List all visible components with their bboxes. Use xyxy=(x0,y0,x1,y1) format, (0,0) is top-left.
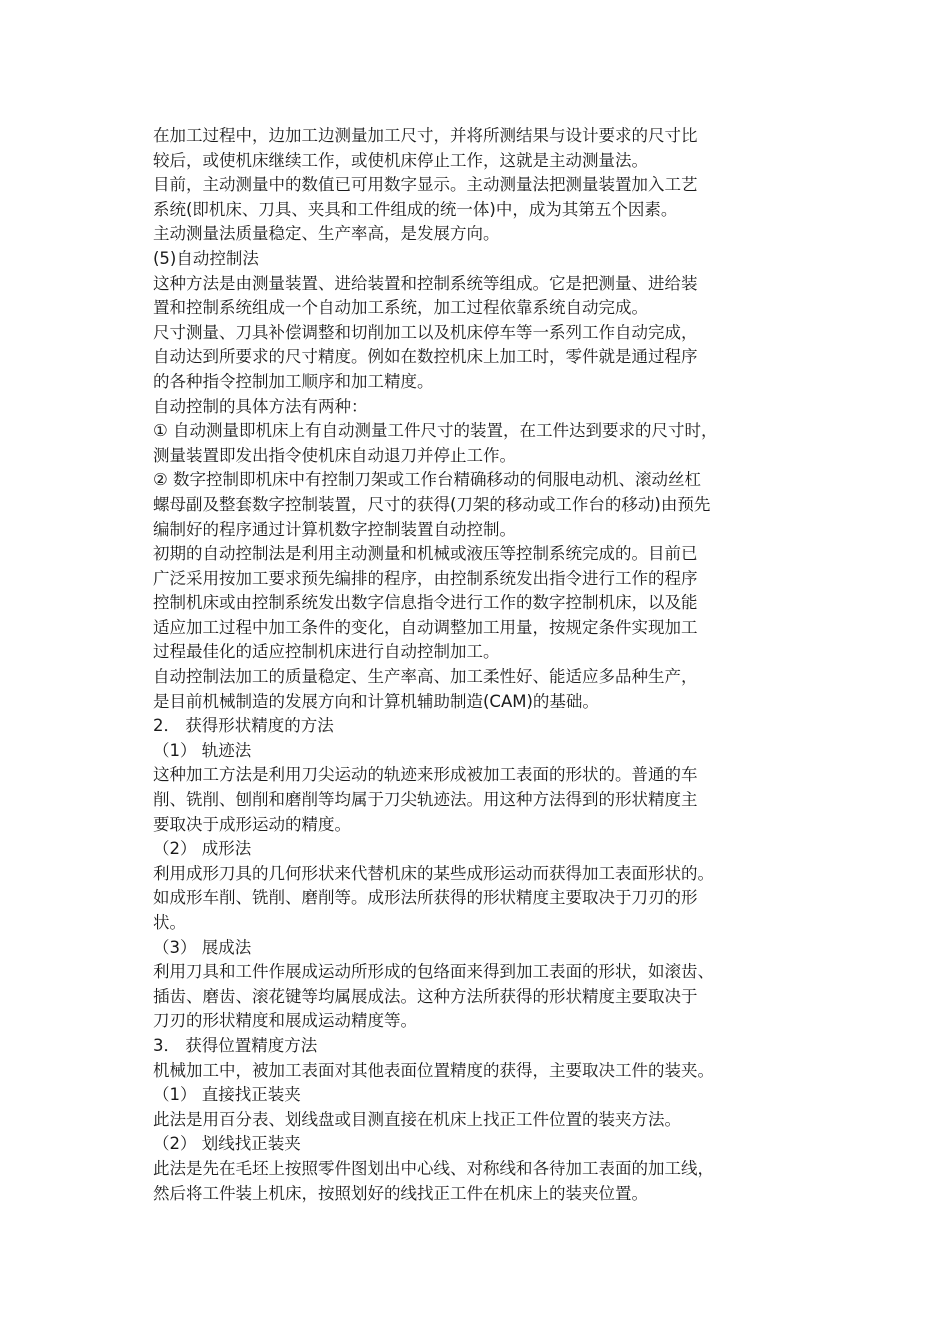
text-line: 要取决于成形运动的精度。 xyxy=(153,814,351,834)
text-line: 此法是用百分表、划线盘或目测直接在机床上找正工件位置的装夹方法。 xyxy=(153,1109,681,1129)
text-line: 初期的自动控制法是利用主动测量和机械或液压等控制系统完成的。目前已 xyxy=(153,544,698,564)
text-line: 状。 xyxy=(153,913,186,932)
text-line: 尺寸测量、刀具补偿调整和切削加工以及机床停车等一系列工作自动完成， xyxy=(153,322,698,342)
text-line: 自动控制的具体方法有两种： xyxy=(153,396,368,416)
text-line: 目前，主动测量中的数值已可用数字显示。主动测量法把测量装置加入工艺 xyxy=(153,175,698,195)
text-line: ② 数字控制即机床中有控制刀架或工作台精确移动的伺服电动机、滚动丝杠 xyxy=(153,470,702,490)
text-line: （1） 轨迹法 xyxy=(153,740,252,760)
text-line: 螺母副及整套数字控制装置，尺寸的获得(刀架的移动或工作台的移动)由预先 xyxy=(153,494,711,514)
text-line: 适应加工过程中加工条件的变化，自动调整加工用量，按规定条件实现加工 xyxy=(153,617,698,637)
text-line: 然后将工件装上机床，按照划好的线找正工件在机床上的装夹位置。 xyxy=(153,1183,648,1203)
text-line: 利用成形刀具的几何形状来代替机床的某些成形运动而获得加工表面形状的。 xyxy=(153,863,714,883)
text-line: 在加工过程中，边加工边测量加工尺寸，并将所测结果与设计要求的尺寸比 xyxy=(153,126,698,145)
text-line: 的各种指令控制加工顺序和加工精度。 xyxy=(153,371,434,391)
text-line: （3） 展成法 xyxy=(153,937,252,957)
text-line: （1） 直接找正装夹 xyxy=(153,1085,301,1105)
text-line: 主动测量法质量稳定、生产率高，是发展方向。 xyxy=(153,224,500,244)
text-line: 自动达到所要求的尺寸精度。例如在数控机床上加工时，零件就是通过程序 xyxy=(153,347,698,367)
text-line: 2． 获得形状精度的方法 xyxy=(153,716,334,736)
text-line: 3． 获得位置精度方法 xyxy=(153,1035,318,1055)
text-line: ① 自动测量即机床上有自动测量工件尺寸的装置，在工件达到要求的尺寸时， xyxy=(153,421,718,441)
text-line: 利用刀具和工件作展成运动所形成的包络面来得到加工表面的形状，如滚齿、 xyxy=(153,962,714,982)
text-line: 削、铣削、刨削和磨削等均属于刀尖轨迹法。用这种方法得到的形状精度主 xyxy=(153,790,698,810)
text-line: （2） 划线找正装夹 xyxy=(153,1134,301,1154)
text-line: 机械加工中，被加工表面对其他表面位置精度的获得，主要取决工件的装夹。 xyxy=(153,1060,714,1080)
text-line: （2） 成形法 xyxy=(153,839,252,859)
text-line: 系统(即机床、刀具、夹具和工件组成的统一体)中，成为其第五个因素。 xyxy=(153,199,678,219)
text-line: 刀刃的形状精度和展成运动精度等。 xyxy=(153,1011,417,1031)
text-line: 过程最佳化的适应控制机床进行自动控制加工。 xyxy=(153,642,500,662)
text-line: 编制好的程序通过计算机数字控制装置自动控制。 xyxy=(153,519,516,539)
text-line: 置和控制系统组成一个自动加工系统，加工过程依靠系统自动完成。 xyxy=(153,298,648,318)
text-line: (5)自动控制法 xyxy=(153,248,259,268)
text-line: 这种加工方法是利用刀尖运动的轨迹来形成被加工表面的形状的。普通的车 xyxy=(153,765,698,785)
text-line: 测量装置即发出指令使机床自动退刀并停止工作。 xyxy=(153,445,516,465)
text-line: 控制机床或由控制系统发出数字信息指令进行工作的数字控制机床，以及能 xyxy=(153,593,698,613)
text-line: 广泛采用按加工要求预先编排的程序，由控制系统发出指令进行工作的程序 xyxy=(153,568,698,588)
text-line: 插齿、磨齿、滚花键等均属展成法。这种方法所获得的形状精度主要取决于 xyxy=(153,986,698,1006)
document-body xyxy=(153,124,813,1206)
text-line: 此法是先在毛坯上按照零件图划出中心线、对称线和各待加工表面的加工线， xyxy=(153,1158,714,1178)
text-line: 这种方法是由测量装置、进给装置和控制系统等组成。它是把测量、进给装 xyxy=(153,273,698,293)
text-line: 如成形车削、铣削、磨削等。成形法所获得的形状精度主要取决于刀刃的形 xyxy=(153,888,698,908)
text-line: 是目前机械制造的发展方向和计算机辅助制造(CAM)的基础。 xyxy=(153,691,599,711)
text-line: 自动控制法加工的质量稳定、生产率高、加工柔性好、能适应多品种生产， xyxy=(153,667,698,687)
text-line: 较后，或使机床继续工作，或使机床停止工作，这就是主动测量法。 xyxy=(153,150,648,170)
